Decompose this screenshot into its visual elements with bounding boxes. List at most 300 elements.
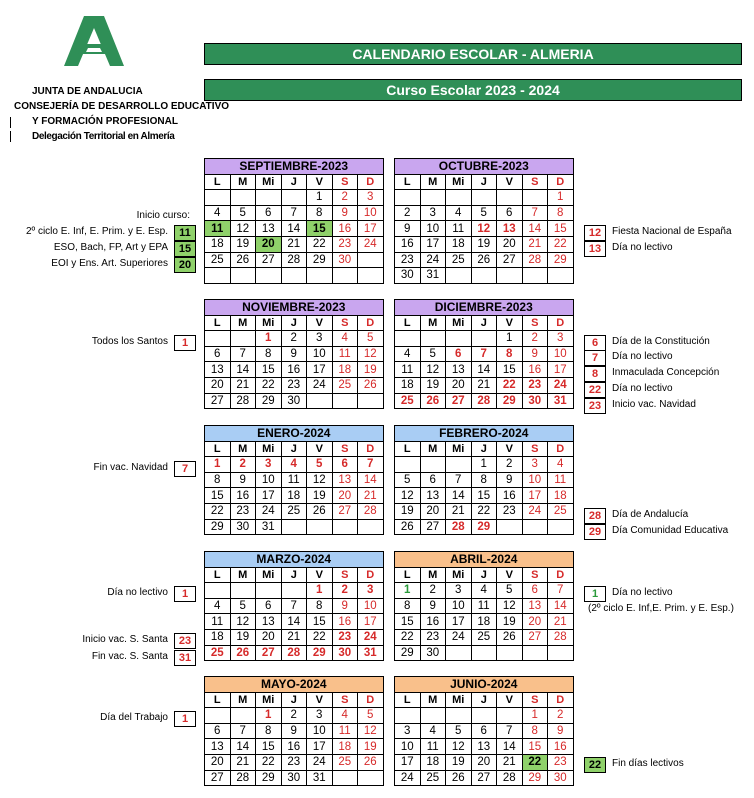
day-cell: 27 — [205, 770, 231, 786]
day-cell — [446, 645, 472, 661]
day-cell: 24 — [307, 377, 333, 393]
weekday-header: V — [497, 567, 523, 583]
left-label: Día del Trabajo — [100, 712, 168, 723]
day-cell: 14 — [446, 488, 472, 504]
calendar-title-banner: CALENDARIO ESCOLAR - ALMERIA — [204, 43, 742, 65]
day-cell: 2 — [332, 190, 358, 206]
right-day-box: 22 — [584, 382, 606, 398]
day-cell — [522, 519, 548, 535]
day-cell — [471, 190, 497, 206]
day-cell: 4 — [395, 346, 421, 362]
day-cell: 7 — [281, 598, 307, 614]
day-cell: 6 — [497, 205, 523, 221]
day-cell: 17 — [395, 754, 421, 770]
day-cell: 15 — [471, 488, 497, 504]
weekday-header: V — [497, 692, 523, 708]
day-cell: 5 — [307, 457, 333, 473]
day-cell: 12 — [395, 488, 421, 504]
day-cell: 28 — [446, 519, 472, 535]
weekday-header: J — [281, 315, 307, 331]
day-cell: 22 — [205, 503, 231, 519]
weekday-header: D — [358, 567, 384, 583]
day-cell: 1 — [471, 457, 497, 473]
day-cell: 1 — [522, 708, 548, 724]
day-cell: 14 — [358, 472, 384, 488]
day-cell: 18 — [205, 629, 231, 645]
day-cell: 12 — [307, 472, 333, 488]
day-cell: 18 — [420, 754, 446, 770]
day-cell: 27 — [332, 503, 358, 519]
month-title: MAYO-2024 — [205, 677, 384, 693]
day-cell — [230, 268, 256, 284]
day-cell: 1 — [205, 457, 231, 473]
day-cell: 23 — [522, 377, 548, 393]
weekday-header: S — [332, 567, 358, 583]
weekday-header: S — [522, 315, 548, 331]
day-cell: 10 — [307, 346, 333, 362]
right-day-box: 13 — [584, 241, 606, 257]
day-cell: 16 — [332, 221, 358, 237]
day-cell: 25 — [471, 629, 497, 645]
org-line-3: Y FORMACIÓN PROFESIONAL — [32, 116, 178, 127]
day-cell: 8 — [307, 598, 333, 614]
day-cell: 22 — [471, 503, 497, 519]
day-cell: 9 — [281, 346, 307, 362]
day-cell — [446, 331, 472, 347]
day-cell: 24 — [395, 770, 421, 786]
day-cell — [358, 268, 384, 284]
day-cell: 18 — [281, 488, 307, 504]
day-cell — [281, 268, 307, 284]
left-day-box: 11 — [174, 225, 196, 241]
day-cell: 28 — [281, 252, 307, 268]
day-cell — [497, 645, 523, 661]
day-cell: 30 — [548, 770, 574, 786]
day-cell: 24 — [256, 503, 282, 519]
day-cell: 5 — [471, 205, 497, 221]
left-label: Fin vac. S. Santa — [91, 651, 168, 662]
day-cell — [548, 519, 574, 535]
day-cell — [395, 708, 421, 724]
day-cell: 21 — [281, 236, 307, 252]
day-cell — [230, 331, 256, 347]
weekday-header: S — [332, 315, 358, 331]
day-cell: 7 — [230, 346, 256, 362]
weekday-header: J — [471, 567, 497, 583]
day-cell — [205, 268, 231, 284]
day-cell: 25 — [548, 503, 574, 519]
day-cell — [395, 457, 421, 473]
day-cell: 16 — [548, 739, 574, 755]
day-cell: 19 — [497, 614, 523, 630]
day-cell: 22 — [256, 377, 282, 393]
day-cell: 8 — [395, 598, 421, 614]
day-cell: 13 — [205, 362, 231, 378]
day-cell: 19 — [230, 236, 256, 252]
day-cell: 9 — [332, 205, 358, 221]
day-cell: 3 — [358, 583, 384, 599]
day-cell: 31 — [358, 645, 384, 661]
day-cell: 21 — [281, 629, 307, 645]
day-cell: 11 — [332, 346, 358, 362]
day-cell — [281, 519, 307, 535]
weekday-header: D — [358, 692, 384, 708]
day-cell: 2 — [281, 331, 307, 347]
day-cell: 27 — [522, 629, 548, 645]
day-cell — [446, 708, 472, 724]
weekday-header: V — [307, 692, 333, 708]
day-cell: 2 — [497, 457, 523, 473]
day-cell: 7 — [230, 723, 256, 739]
day-cell — [471, 645, 497, 661]
day-cell: 17 — [522, 488, 548, 504]
day-cell: 21 — [548, 614, 574, 630]
day-cell: 15 — [307, 614, 333, 630]
day-cell: 4 — [471, 583, 497, 599]
day-cell: 10 — [358, 598, 384, 614]
day-cell: 12 — [446, 739, 472, 755]
day-cell: 25 — [205, 645, 231, 661]
day-cell: 19 — [358, 362, 384, 378]
day-cell: 20 — [471, 754, 497, 770]
day-cell: 7 — [548, 583, 574, 599]
day-cell: 16 — [522, 362, 548, 378]
day-cell: 29 — [205, 519, 231, 535]
day-cell: 3 — [420, 205, 446, 221]
day-cell: 20 — [420, 503, 446, 519]
day-cell: 18 — [395, 377, 421, 393]
day-cell — [281, 583, 307, 599]
day-cell: 6 — [256, 598, 282, 614]
day-cell: 18 — [446, 236, 472, 252]
day-cell: 16 — [420, 614, 446, 630]
day-cell — [307, 393, 333, 409]
day-cell — [395, 331, 421, 347]
weekday-header: D — [548, 567, 574, 583]
day-cell — [446, 268, 472, 284]
day-cell — [548, 268, 574, 284]
day-cell: 2 — [281, 708, 307, 724]
day-cell: 19 — [420, 377, 446, 393]
weekday-header: M — [230, 567, 256, 583]
day-cell: 27 — [256, 645, 282, 661]
day-cell: 17 — [307, 362, 333, 378]
day-cell: 5 — [420, 346, 446, 362]
weekday-header: V — [497, 441, 523, 457]
weekday-header: M — [420, 441, 446, 457]
month-calendar — [394, 551, 574, 661]
day-cell: 1 — [307, 190, 333, 206]
day-cell — [420, 190, 446, 206]
day-cell: 3 — [395, 723, 421, 739]
day-cell: 26 — [446, 770, 472, 786]
day-cell: 14 — [230, 739, 256, 755]
day-cell: 23 — [332, 236, 358, 252]
weekday-header: L — [395, 567, 421, 583]
day-cell: 8 — [497, 346, 523, 362]
day-cell: 2 — [522, 331, 548, 347]
day-cell: 11 — [395, 362, 421, 378]
right-day-box: 28 — [584, 508, 606, 524]
weekday-header: L — [205, 174, 231, 190]
day-cell: 23 — [395, 252, 421, 268]
day-cell: 27 — [256, 252, 282, 268]
day-cell — [420, 708, 446, 724]
day-cell: 18 — [332, 362, 358, 378]
day-cell: 25 — [395, 393, 421, 409]
day-cell: 26 — [358, 377, 384, 393]
weekday-header: M — [420, 315, 446, 331]
day-cell: 18 — [548, 488, 574, 504]
weekday-header: S — [332, 692, 358, 708]
day-cell: 31 — [256, 519, 282, 535]
day-cell — [446, 457, 472, 473]
day-cell: 21 — [230, 377, 256, 393]
left-label: Todos los Santos — [91, 336, 168, 347]
right-label: Día no lectivo — [612, 383, 673, 394]
org-line-1: JUNTA DE ANDALUCIA — [32, 86, 143, 97]
month-calendar — [394, 299, 574, 409]
weekday-header: D — [548, 692, 574, 708]
day-cell: 6 — [256, 205, 282, 221]
day-cell — [256, 190, 282, 206]
day-cell: 16 — [395, 236, 421, 252]
day-cell: 27 — [471, 770, 497, 786]
day-cell: 30 — [230, 519, 256, 535]
month-calendar — [204, 425, 384, 535]
day-cell — [230, 190, 256, 206]
day-cell: 7 — [471, 346, 497, 362]
day-cell: 11 — [446, 221, 472, 237]
day-cell: 15 — [205, 488, 231, 504]
day-cell: 11 — [548, 472, 574, 488]
day-cell: 24 — [522, 503, 548, 519]
right-day-box: 29 — [584, 524, 606, 540]
month-calendar — [204, 551, 384, 661]
day-cell — [358, 393, 384, 409]
day-cell: 14 — [471, 362, 497, 378]
day-cell: 23 — [497, 503, 523, 519]
day-cell: 24 — [446, 629, 472, 645]
right-day-box: 22 — [584, 757, 606, 773]
day-cell: 7 — [446, 472, 472, 488]
weekday-header: D — [548, 315, 574, 331]
day-cell: 31 — [420, 268, 446, 284]
day-cell — [446, 190, 472, 206]
weekday-header: Mi — [446, 441, 472, 457]
day-cell: 20 — [256, 236, 282, 252]
left-day-box: 1 — [174, 711, 196, 727]
left-day-box: 15 — [174, 241, 196, 257]
left-label: Fin vac. Navidad — [93, 462, 168, 473]
day-cell: 12 — [497, 598, 523, 614]
day-cell: 22 — [307, 236, 333, 252]
left-label: Inicio curso: — [136, 210, 190, 221]
day-cell: 16 — [497, 488, 523, 504]
weekday-header: D — [548, 441, 574, 457]
day-cell: 8 — [307, 205, 333, 221]
day-cell: 25 — [332, 377, 358, 393]
day-cell — [205, 583, 231, 599]
day-cell: 22 — [256, 754, 282, 770]
day-cell: 8 — [471, 472, 497, 488]
day-cell: 4 — [205, 598, 231, 614]
day-cell: 3 — [548, 331, 574, 347]
month-calendar — [204, 676, 384, 786]
day-cell: 29 — [395, 645, 421, 661]
left-day-box: 20 — [174, 257, 196, 273]
weekday-header: D — [358, 441, 384, 457]
day-cell: 10 — [395, 739, 421, 755]
day-cell: 18 — [205, 236, 231, 252]
day-cell: 14 — [497, 739, 523, 755]
weekday-header: J — [471, 174, 497, 190]
day-cell: 5 — [230, 205, 256, 221]
right-label: Fin días lectivos — [612, 758, 684, 769]
day-cell: 26 — [395, 519, 421, 535]
weekday-header: M — [230, 441, 256, 457]
day-cell — [205, 190, 231, 206]
weekday-header: J — [281, 174, 307, 190]
day-cell: 28 — [548, 629, 574, 645]
day-cell: 16 — [281, 739, 307, 755]
right-label: Inicio vac. Navidad — [612, 399, 696, 410]
day-cell: 27 — [205, 393, 231, 409]
right-label: (2º ciclo E. Inf,E. Prim. y E. Esp.) — [588, 603, 734, 614]
weekday-header: S — [522, 441, 548, 457]
day-cell: 11 — [332, 723, 358, 739]
day-cell: 1 — [395, 583, 421, 599]
day-cell: 23 — [281, 754, 307, 770]
day-cell: 5 — [446, 723, 472, 739]
day-cell: 12 — [358, 723, 384, 739]
day-cell: 17 — [446, 614, 472, 630]
day-cell: 23 — [281, 377, 307, 393]
day-cell: 11 — [205, 614, 231, 630]
right-day-box: 1 — [584, 586, 606, 602]
day-cell: 20 — [522, 614, 548, 630]
weekday-header: S — [522, 692, 548, 708]
day-cell: 19 — [395, 503, 421, 519]
day-cell: 16 — [281, 362, 307, 378]
day-cell: 8 — [522, 723, 548, 739]
day-cell: 30 — [332, 645, 358, 661]
day-cell: 10 — [420, 221, 446, 237]
day-cell: 30 — [281, 770, 307, 786]
day-cell: 6 — [205, 346, 231, 362]
day-cell: 19 — [230, 629, 256, 645]
day-cell: 28 — [497, 770, 523, 786]
weekday-header: J — [471, 315, 497, 331]
day-cell: 21 — [522, 236, 548, 252]
day-cell — [332, 393, 358, 409]
day-cell — [332, 519, 358, 535]
day-cell: 29 — [548, 252, 574, 268]
day-cell: 23 — [332, 629, 358, 645]
day-cell: 15 — [522, 739, 548, 755]
right-day-box: 8 — [584, 366, 606, 382]
day-cell — [548, 645, 574, 661]
day-cell: 18 — [471, 614, 497, 630]
day-cell: 10 — [522, 472, 548, 488]
day-cell — [307, 268, 333, 284]
day-cell: 30 — [332, 252, 358, 268]
day-cell: 2 — [230, 457, 256, 473]
day-cell: 28 — [230, 770, 256, 786]
day-cell: 1 — [497, 331, 523, 347]
day-cell: 13 — [446, 362, 472, 378]
day-cell: 26 — [420, 393, 446, 409]
day-cell: 15 — [256, 362, 282, 378]
course-banner: Curso Escolar 2023 - 2024 — [204, 79, 742, 101]
day-cell: 5 — [358, 331, 384, 347]
weekday-header: Mi — [256, 692, 282, 708]
right-label: Fiesta Nacional de España — [612, 226, 732, 237]
day-cell: 13 — [497, 221, 523, 237]
day-cell: 29 — [307, 252, 333, 268]
left-label: Inicio vac. S. Santa — [82, 634, 168, 645]
day-cell: 6 — [446, 346, 472, 362]
day-cell: 22 — [395, 629, 421, 645]
right-day-box: 23 — [584, 398, 606, 414]
day-cell: 25 — [281, 503, 307, 519]
day-cell: 24 — [358, 629, 384, 645]
day-cell: 30 — [420, 645, 446, 661]
day-cell: 15 — [256, 739, 282, 755]
day-cell — [281, 190, 307, 206]
day-cell: 16 — [332, 614, 358, 630]
day-cell: 26 — [230, 252, 256, 268]
right-label: Día Comunidad Educativa — [612, 525, 729, 536]
weekday-header: Mi — [446, 692, 472, 708]
day-cell: 4 — [205, 205, 231, 221]
day-cell: 10 — [446, 598, 472, 614]
day-cell: 14 — [522, 221, 548, 237]
day-cell: 3 — [256, 457, 282, 473]
weekday-header: V — [307, 315, 333, 331]
weekday-header: D — [358, 315, 384, 331]
day-cell: 10 — [307, 723, 333, 739]
weekday-header: J — [281, 567, 307, 583]
org-line-4: Delegación Territorial en Almería — [32, 131, 175, 142]
month-title: SEPTIEMBRE-2023 — [205, 159, 384, 175]
day-cell: 30 — [395, 268, 421, 284]
weekday-header: M — [230, 692, 256, 708]
weekday-header: V — [497, 174, 523, 190]
weekday-header: Mi — [256, 174, 282, 190]
weekday-header: V — [307, 174, 333, 190]
day-cell: 13 — [205, 739, 231, 755]
day-cell: 1 — [307, 583, 333, 599]
day-cell: 6 — [332, 457, 358, 473]
day-cell: 11 — [281, 472, 307, 488]
left-label: EOI y Ens. Art. Superiores — [51, 258, 168, 269]
weekday-header: V — [497, 315, 523, 331]
weekday-header: L — [205, 692, 231, 708]
day-cell: 8 — [256, 723, 282, 739]
day-cell — [230, 708, 256, 724]
day-cell: 31 — [307, 770, 333, 786]
month-title: ENERO-2024 — [205, 426, 384, 442]
day-cell: 17 — [307, 739, 333, 755]
weekday-header: M — [420, 692, 446, 708]
weekday-header: Mi — [256, 315, 282, 331]
day-cell: 8 — [205, 472, 231, 488]
day-cell: 3 — [307, 331, 333, 347]
day-cell: 28 — [358, 503, 384, 519]
day-cell: 21 — [497, 754, 523, 770]
day-cell: 29 — [522, 770, 548, 786]
